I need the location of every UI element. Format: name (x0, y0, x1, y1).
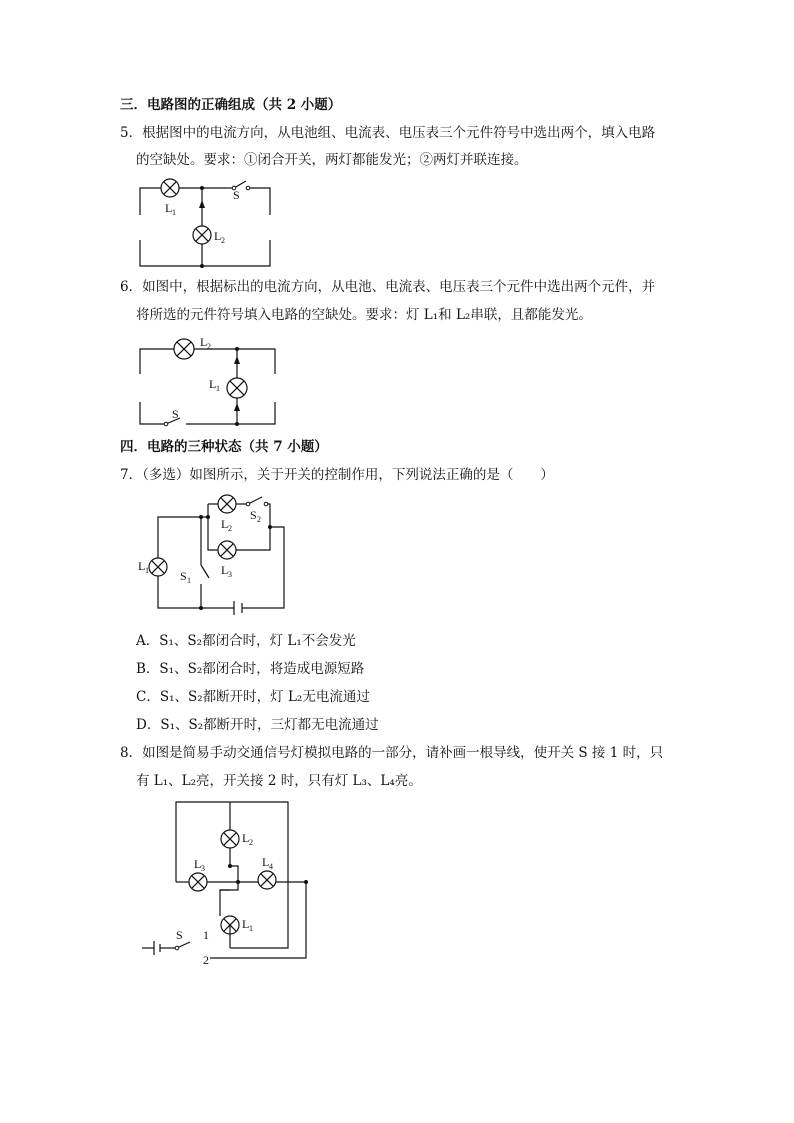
lamp-l1-icon (161, 179, 179, 197)
figure-6-circuit (130, 332, 290, 432)
lamp-l2-icon (174, 339, 194, 359)
question-8-line-2: 有 L₁、L₂亮，开关接 2 时，只有灯 L₃、L₄亮。 (136, 773, 422, 789)
fig5-l2-label: L (214, 229, 222, 243)
fig5-l2-sub: 2 (221, 236, 225, 245)
fig8-l4-label: L (262, 855, 270, 869)
fig8-l3-sub: 3 (201, 864, 205, 873)
fig5-l1-sub: 1 (172, 208, 176, 217)
fig7-l1-sub: 1 (145, 566, 149, 575)
figure-5-circuit (130, 170, 280, 270)
fig8-l2-label: L (242, 831, 250, 845)
fig7-s2-sub: 2 (257, 515, 261, 524)
section-3-heading: 三．电路图的正确组成（共 2 小题） (120, 97, 342, 113)
question-8-line-1: 8．如图是简易手动交通信号灯模拟电路的一部分，请补画一根导线，使开关 S 接 1 时，只 (120, 745, 664, 761)
fig8-contact-1: 1 (203, 928, 209, 942)
fig7-s2-label: S (250, 508, 257, 522)
question-5-line-1: 5．根据图中的电流方向，从电池组、电流表、电压表三个元件符号中选出两个，填入电路 (120, 125, 656, 141)
fig8-l1-sub: 1 (249, 924, 253, 933)
fig6-l2-label: L (200, 335, 208, 349)
fig8-contact-2: 2 (203, 953, 209, 967)
fig6-l1-sub: 1 (216, 384, 220, 393)
fig7-l1-label: L (138, 559, 146, 573)
fig8-switch-label: S (176, 928, 183, 942)
fig8-l3-label: L (194, 857, 202, 871)
fig7-l2-label: L (221, 517, 229, 531)
fig7-l3-label: L (221, 563, 229, 577)
figure-8-circuit (130, 798, 320, 968)
lamp-l3-icon (218, 541, 236, 559)
question-7-option-d[interactable]: D．S₁、S₂都断开时，三灯都无电流通过 (136, 717, 379, 733)
lamp-l2-icon (221, 830, 239, 848)
fig8-l4-sub: 4 (269, 862, 273, 871)
lamp-l4-icon (258, 871, 276, 889)
fig6-l1-label: L (209, 377, 217, 391)
figure-7-circuit (130, 490, 300, 620)
question-5-line-2: 的空缺处。要求：①闭合开关，两灯都能发光；②两灯并联连接。 (136, 152, 528, 168)
question-6-line-1: 6．如图中，根据标出的电流方向，从电池、电流表、电压表三个元件中选出两个元件，并 (120, 279, 656, 295)
question-7-option-c[interactable]: C．S₁、S₂都断开时，灯 L₂无电流通过 (136, 689, 370, 705)
lamp-l3-icon (189, 873, 207, 891)
fig7-s1-sub: 1 (187, 576, 191, 585)
fig6-switch-label: S (172, 407, 179, 421)
fig8-l1-label: L (242, 917, 250, 931)
fig7-l3-sub: 3 (228, 570, 232, 579)
fig7-s1-label: S (180, 569, 187, 583)
fig6-l2-sub: 2 (207, 342, 211, 351)
fig8-l2-sub: 2 (249, 838, 253, 847)
question-7-stem: 7．（多选）如图所示，关于开关的控制作用，下列说法正确的是（ ） (120, 467, 554, 483)
lamp-l2-icon (193, 226, 211, 244)
lamp-l2-icon (218, 495, 236, 513)
fig5-l1-label: L (165, 201, 173, 215)
fig5-switch-label: S (233, 188, 240, 202)
question-7-option-a[interactable]: A．S₁、S₂都闭合时，灯 L₁不会发光 (136, 633, 356, 649)
section-4-heading: 四．电路的三种状态（共 7 小题） (120, 439, 328, 455)
fig7-l2-sub: 2 (228, 524, 232, 533)
question-7-option-b[interactable]: B．S₁、S₂都闭合时，将造成电源短路 (136, 661, 365, 677)
question-6-line-2: 将所选的元件符号填入电路的空缺处。要求：灯 L₁和 L₂串联，且都能发光。 (136, 307, 592, 323)
lamp-l1-icon (149, 558, 167, 576)
lamp-l1-icon (227, 378, 247, 398)
